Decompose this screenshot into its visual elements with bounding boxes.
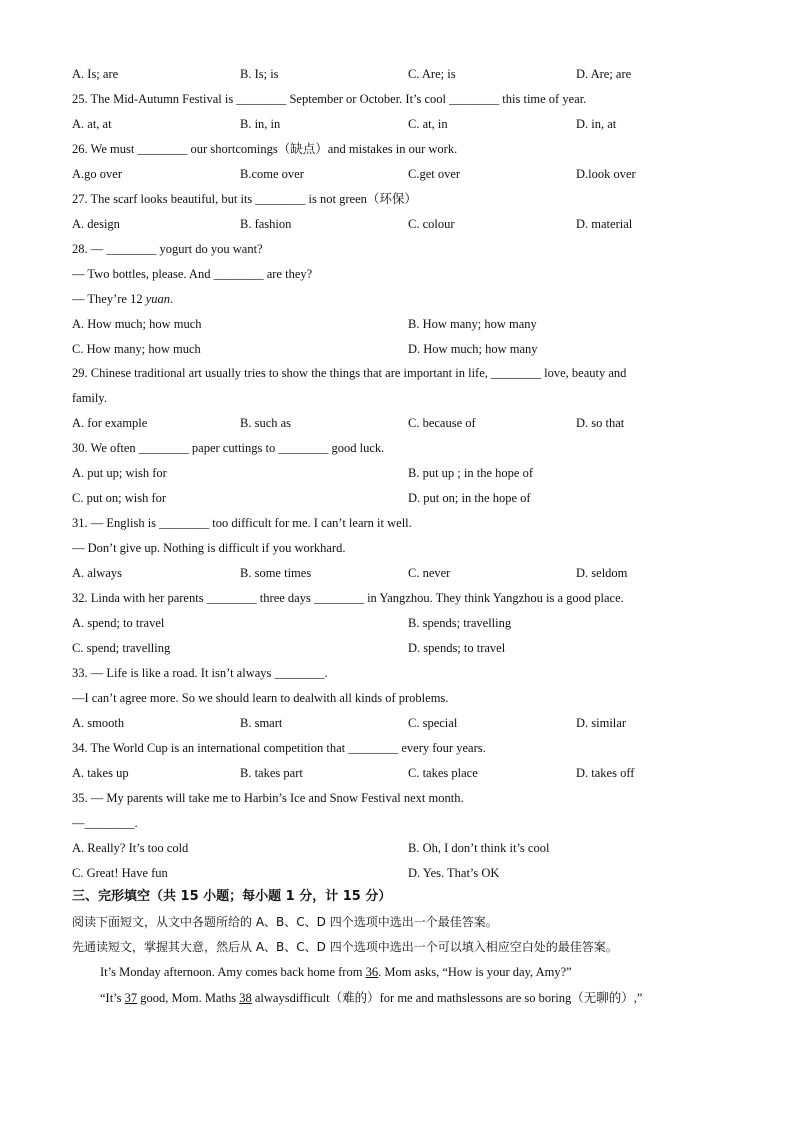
q26-stem: 26. We must ________ our shortcomings（缺点）and mistakes in our work. <box>72 142 458 156</box>
blank-38: 38 <box>239 991 252 1005</box>
q24-option-a: A. Is; are <box>72 67 119 81</box>
q30-option-b: B. put up ; in the hope of <box>408 466 533 480</box>
q35-stem-1: 35. — My parents will take me to Harbin’s Ice and Snow Festival next month. <box>72 791 464 805</box>
q28-stem-3-yuan: yuan <box>145 292 171 306</box>
q32-option-d: D. spends; to travel <box>408 641 506 655</box>
q31-stem-1: 31. — English is ________ too difficult for me. I can’t learn it well. <box>72 516 412 530</box>
q30-option-c: C. put on; wish for <box>72 491 167 505</box>
passage-line-2-post: alwaysdifficult（难的）for me and mathslessons are so boring（无聊的）,” <box>251 991 643 1005</box>
q35-option-c: C. Great! Have fun <box>72 866 168 880</box>
q34-stem: 34. The World Cup is an international competition that ________ every four years. <box>72 741 486 755</box>
passage-line-1 <box>100 964 572 980</box>
q27-option-a: A. design <box>72 217 120 231</box>
passage-line-2-mid: good, Mom. Maths <box>137 991 240 1005</box>
q32-option-c: C. spend; travelling <box>72 641 171 655</box>
q24-option-c: C. Are; is <box>408 67 456 81</box>
q35-option-a: A. Really? It’s too cold <box>72 841 189 855</box>
q29-stem-2: family. <box>72 391 107 405</box>
q25-option-c: C. at, in <box>408 117 448 131</box>
q32-option-a: A. spend; to travel <box>72 616 165 630</box>
q25-option-a: A. at, at <box>72 117 112 131</box>
q31-option-d: D. seldom <box>576 566 628 580</box>
blank-36: 36 <box>365 965 379 979</box>
q28-option-a: A. How much; how much <box>72 317 202 331</box>
q35-option-d: D. Yes. That’s OK <box>408 866 500 880</box>
q34-option-c: C. takes place <box>408 766 478 780</box>
q26-option-a: A.go over <box>72 167 122 181</box>
q29-option-a: A. for example <box>72 416 148 430</box>
q27-option-d: D. material <box>576 217 633 231</box>
q33-option-d: D. similar <box>576 716 626 730</box>
passage-line-1-pre: It’s Monday afternoon. Amy comes back home from <box>100 965 366 979</box>
q26-option-d: D.look over <box>576 167 636 181</box>
q29-stem-1: 29. Chinese traditional art usually tries to show the things that are important in life, ________ love, beauty and <box>72 366 627 380</box>
q34-option-a: A. takes up <box>72 766 129 780</box>
q31-option-a: A. always <box>72 566 122 580</box>
q26-option-b: B.come over <box>240 167 304 181</box>
q33-stem-1: 33. — Life is like a road. It isn’t always ________. <box>72 666 328 680</box>
passage-line-1-post: . Mom asks, “How is your day, Amy?” <box>378 965 572 979</box>
q24-option-b: B. Is; is <box>240 67 279 81</box>
section-3-title: 三、完形填空（共 15 小题；每小题 1 分，计 15 分） <box>72 889 392 904</box>
q27-option-b: B. fashion <box>240 217 292 231</box>
q32-stem: 32. Linda with her parents ________ three days ________ in Yangzhou. They think Yangzhou is a good place. <box>72 591 624 605</box>
q28-stem-3 <box>72 291 173 307</box>
q33-option-b: B. smart <box>240 716 283 730</box>
q35-stem-2: —________. <box>72 816 138 830</box>
q29-option-c: C. because of <box>408 416 476 430</box>
q28-stem-2: — Two bottles, please. And ________ are they? <box>72 267 313 281</box>
q25-stem: 25. The Mid-Autumn Festival is ________ September or October. It’s cool ________ this time of year. <box>72 92 587 106</box>
q30-option-d: D. put on; in the hope of <box>408 491 531 505</box>
passage-line-2-pre: “It’s <box>100 991 125 1005</box>
passage-line-2 <box>100 990 642 1006</box>
q34-option-d: D. takes off <box>576 766 635 780</box>
q32-option-b: B. spends; travelling <box>408 616 512 630</box>
q27-stem: 27. The scarf looks beautiful, but its ________ is not green（环保） <box>72 192 417 206</box>
q35-option-b: B. Oh, I don’t think it’s cool <box>408 841 550 855</box>
q28-option-c: C. How many; how much <box>72 342 201 356</box>
q25-option-d: D. in, at <box>576 117 617 131</box>
q25-option-b: B. in, in <box>240 117 281 131</box>
q30-stem: 30. We often ________ paper cuttings to ________ good luck. <box>72 441 385 455</box>
section-3-instruction-2: 先通读短文，掌握其大意，然后从 A、B、C、D 四个选项中选出一个可以填入相应空白处的最佳答案。 <box>72 940 618 954</box>
q28-stem-3-pre: — They’re 12 <box>72 292 146 306</box>
q26-option-c: C.get over <box>408 167 461 181</box>
q30-option-a: A. put up; wish for <box>72 466 167 480</box>
blank-37: 37 <box>124 991 138 1005</box>
q33-stem-2: —I can’t agree more. So we should learn to dealwith all kinds of problems. <box>72 691 449 705</box>
q29-option-d: D. so that <box>576 416 625 430</box>
q34-option-b: B. takes part <box>240 766 303 780</box>
q28-option-d: D. How much; how many <box>408 342 538 356</box>
q31-option-b: B. some times <box>240 566 312 580</box>
q31-stem-2: — Don’t give up. Nothing is difficult if you workhard. <box>72 541 346 555</box>
q33-option-c: C. special <box>408 716 458 730</box>
q31-option-c: C. never <box>408 566 451 580</box>
q28-stem-3-post: . <box>170 292 174 306</box>
q28-option-b: B. How many; how many <box>408 317 537 331</box>
q28-stem-1: 28. — ________ yogurt do you want? <box>72 242 263 256</box>
q27-option-c: C. colour <box>408 217 455 231</box>
q24-option-d: D. Are; are <box>576 67 632 81</box>
q33-option-a: A. smooth <box>72 716 125 730</box>
q29-option-b: B. such as <box>240 416 292 430</box>
section-3-instruction-1: 阅读下面短文，从文中各题所给的 A、B、C、D 四个选项中选出一个最佳答案。 <box>72 915 498 929</box>
